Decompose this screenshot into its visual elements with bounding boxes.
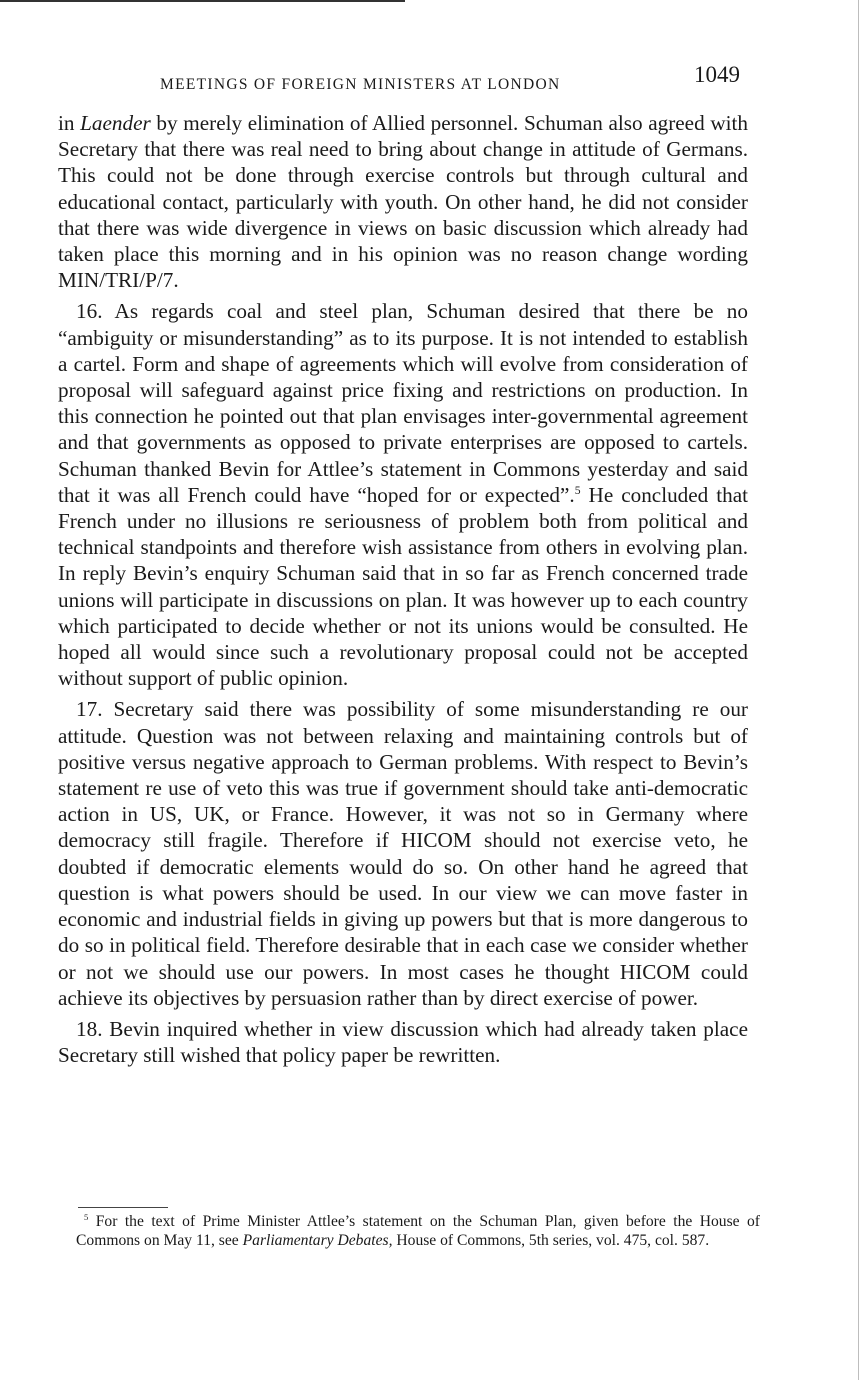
footnote-source: Parliamentary Debates, [242, 1232, 393, 1249]
top-rule [0, 0, 405, 2]
page-number: 1049 [694, 62, 740, 87]
paragraph-17: 17. Secretary said there was possibility of some misunderstanding re our attitude. Question was not between relaxing and maintaining controls but of positive versus negative approach to German problems. With respect to Bevin’s statement re use of veto this was true if government should take anti-democratic action in US, UK, or France. However, it was not so in Germany where democracy still fragile. Therefore if HICOM should not exercise veto, he doubted if democratic elements would do so. On other hand he agreed that question is what powers should be used. In our view we can move faster in economic and industrial fields in giving up powers but that is more dangerous to do so in political field. Therefore desirable that in each case we consider whether or not we should use our powers. In most cases he thought HICOM could achieve its objectives by persuasion rather than by direct exercise of power. [58, 697, 748, 1010]
page-edge [858, 0, 859, 1380]
footnote: $^5$ For the text of Prime Minister Attlee’s statement on the Schuman Plan, given before the House of Commons on May 11, see Parliamentary Debates, House of Commons, 5th series, vol. 475, col. 587. [76, 1211, 760, 1249]
paragraph-continuation: in Laender by merely elimination of Allied personnel. Schuman also agreed with Secretary that there was real need to bring about change in attitude of Germans. This could not be done through exercise controls but through cultural and educational contact, particularly with youth. On other hand, he did not consider that there was wide divergence in views on basic discussion which already had taken place this morning and in his opinion was no reason change wording MIN/TRI/P/7. [58, 111, 748, 293]
footnote-reference: 5 [574, 483, 581, 497]
footnote-marker: 5 [84, 1211, 89, 1222]
paragraph-16: 16. As regards coal and steel plan, Schuman desired that there be no “ambiguity or misunderstanding” as to its purpose. It is not intended to establish a cartel. Form and shape of agreements which will evolve from consideration of proposal will safeguard against price fixing and restrictions on production. In this connection he pointed out that plan envisages inter-governmental agreement and that governments as opposed to private enterprises are opposed to cartels. Schuman thanked Bevin for Attlee’s statement in Commons yesterday and said that it was all French could have “hoped for or expected”.$^5$ He concluded that French under no illusions re seriousness of problem both from political and technical standpoints and therefore wish assistance from others in evolving plan. In reply Bevin’s enquiry Schuman said that in so far as French concerned trade unions will participate in discussions on plan. It was however up to each country which participated to decide whether or not its unions would be consulted. He hoped all would since such a revolutionary proposal could not be accepted without support of public opinion. [58, 299, 748, 691]
paragraph-18: 18. Bevin inquired whether in view discussion which had already taken place Secretary still wished that policy paper be rewritten. [58, 1016, 748, 1068]
running-head: MEETINGS OF FOREIGN MINISTERS AT LONDON [160, 76, 561, 93]
body-text [58, 110, 748, 1073]
footnote-rule [78, 1207, 168, 1208]
page-header [58, 62, 748, 102]
laender-term: Laender [80, 111, 151, 135]
